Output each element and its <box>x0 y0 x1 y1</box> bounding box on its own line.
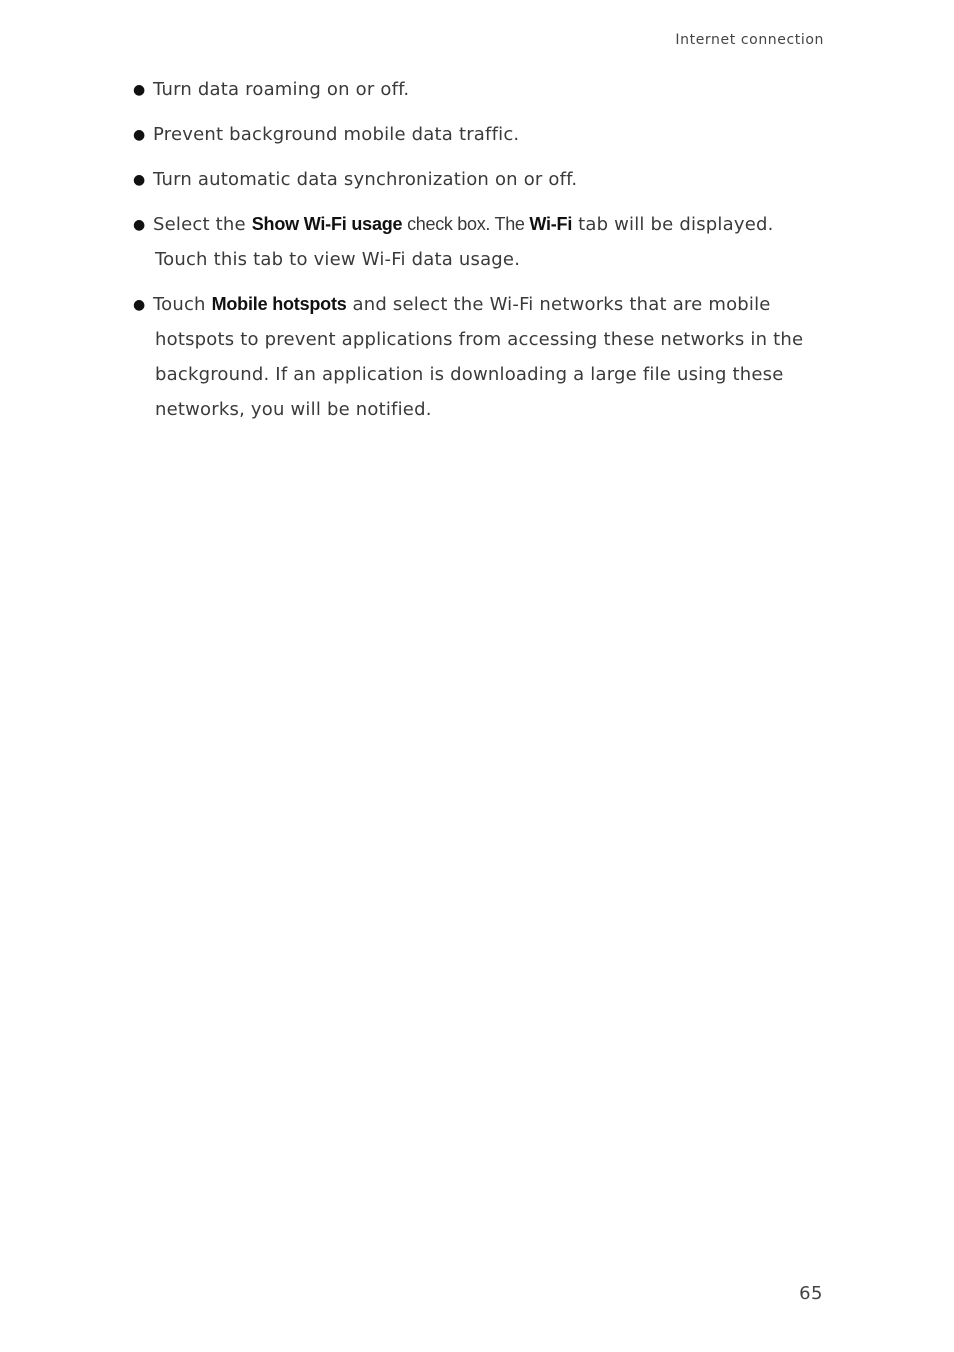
list-item-text: Turn automatic data synchronization on or off. <box>153 169 578 190</box>
list-item <box>131 207 831 277</box>
text-run: tab will be displayed. <box>572 214 774 235</box>
list-item <box>131 162 831 197</box>
bullet-icon: ● <box>133 297 146 313</box>
list-item-line <box>153 287 831 322</box>
ui-term-mobile-hotspots: Mobile hotspots <box>211 294 347 314</box>
text-run: and select the Wi-Fi networks that are mobile <box>346 294 771 315</box>
page-header: Internet connection <box>675 32 824 48</box>
list-item-line: Touch this tab to view Wi-Fi data usage. <box>155 249 521 270</box>
text-run: Select the <box>153 214 252 235</box>
list-item-text: Turn data roaming on or off. <box>153 79 410 100</box>
text-run: Touch <box>153 294 212 315</box>
list-item-line: hotspots to prevent applications from accessing these networks in the <box>155 329 804 350</box>
ui-term-show-wifi-usage: Show Wi-Fi usage <box>251 214 403 234</box>
bullet-icon: ● <box>133 217 146 233</box>
list-item-line: networks, you will be notified. <box>155 399 432 420</box>
bullet-icon: ● <box>133 127 146 143</box>
list-item <box>131 72 831 107</box>
list-item <box>131 117 831 152</box>
page-number: 65 <box>799 1283 823 1304</box>
list-item-text: Prevent background mobile data traffic. <box>153 124 520 145</box>
bullet-list <box>131 72 831 437</box>
ui-term-wifi: Wi-Fi <box>529 214 573 234</box>
list-item <box>131 287 831 427</box>
list-item-line: background. If an application is downloading a large file using these <box>155 364 784 385</box>
bullet-icon: ● <box>133 82 146 98</box>
list-item-line <box>153 207 831 242</box>
text-run: check box. The <box>402 214 530 234</box>
bullet-icon: ● <box>133 172 146 188</box>
